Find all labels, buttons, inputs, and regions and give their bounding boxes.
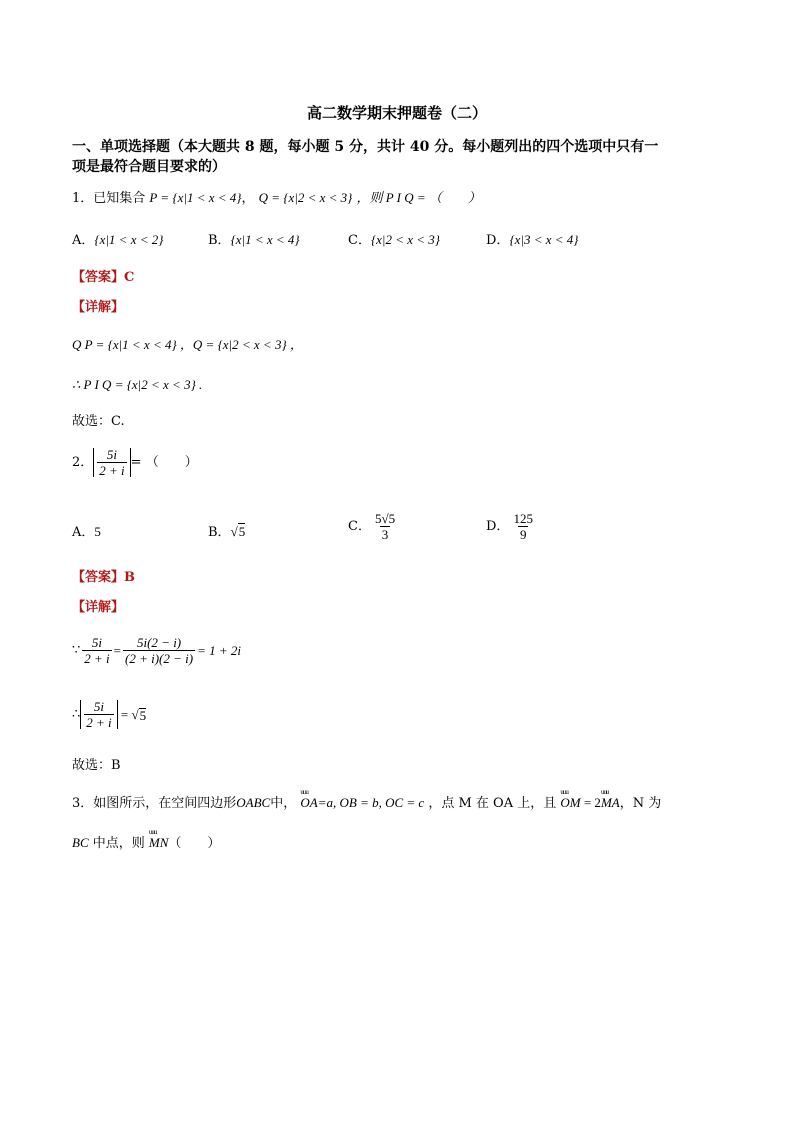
q2-solution-step2: ∴ $\frac{5i}{2 + i}$ = √ 5 [72, 699, 147, 730]
answer-value: C [124, 270, 135, 285]
conclusion-text: 故选：B [72, 758, 121, 773]
page-title: 高二数学期末押题卷（二） [306, 104, 487, 122]
q2-option-d-fraction [511, 512, 535, 541]
step1-result: = 1 + 2i [197, 643, 242, 658]
q1-option-c [348, 233, 440, 247]
q1-prefix: 1．已知集合 [72, 191, 146, 206]
fraction-numerator: 5i [93, 699, 105, 714]
answer-value: B [124, 570, 136, 585]
fraction-denominator: 2 + i [86, 715, 112, 730]
q2-option-c-fraction [373, 512, 397, 541]
q2-option-d [486, 512, 537, 541]
q1-solution-line1: Q P = {x|1 < x < 4} ，Q = {x|2 < x < 3} ， [72, 337, 303, 352]
q3-vector-mn: uuu MN [149, 836, 169, 849]
q3-quad-name: OABC [236, 795, 271, 810]
option-text: {x|3 < x < 4} [509, 232, 579, 247]
fraction-denominator: 2 + i [84, 651, 110, 666]
option-text: {x|1 < x < 4} [230, 232, 300, 247]
q2-option-c [348, 512, 399, 541]
q3-tail: （ ） [168, 836, 221, 851]
q2-answer [72, 571, 135, 584]
option-label: B． [208, 525, 231, 540]
q2-solution-step1: ∵ $\frac{5i}{2 + i}$ = $\frac{5i(2 - i)}{(2 + i)(2 - i)}$ = 1 + 2i [72, 635, 242, 666]
option-label: B． [208, 233, 231, 248]
option-label: C． [348, 233, 371, 248]
step2-result: 5 [139, 707, 147, 723]
q3-mid: 中点，则 [88, 836, 149, 851]
q2-tail: = （ ） [130, 455, 198, 470]
q1-conclusion [72, 415, 125, 428]
answer-tag: 【答案】 [72, 270, 125, 285]
q2-abs-value [93, 448, 130, 477]
step1-fraction-1 [82, 636, 111, 665]
q1-question: ，则 P I Q = （ ） [356, 190, 481, 205]
q1-detail-tag: 【详解】 [72, 300, 125, 315]
q1-answer [72, 271, 134, 284]
q1-set-p: P = {x|1 < x < 4} [149, 190, 242, 205]
q3-prefix: 3．如图所示，在空间四边形 [72, 796, 237, 811]
option-text: 5 [94, 524, 101, 539]
fraction-denominator: 2 + i [99, 463, 125, 478]
fraction-denominator: 3 [381, 527, 389, 542]
q3-bc: BC [72, 835, 89, 850]
q2-conclusion [72, 759, 121, 772]
q2-fraction [97, 448, 126, 477]
conclusion-text: 故选：C. [72, 414, 125, 429]
therefore-symbol: ∴ [72, 707, 81, 722]
option-text: {x|1 < x < 2} [94, 232, 164, 247]
fraction-numerator: 5i [91, 635, 103, 650]
section-heading-line1: 一、单项选择题（本大题共 8 题，每小题 5 分，共计 40 分。每小题列出的四个选项中只有一 [72, 139, 659, 155]
fraction-denominator: 9 [519, 527, 527, 542]
fraction-numerator: 5i(2 − i) [136, 635, 182, 650]
q3-vector-om: uuu OM [560, 796, 580, 809]
fraction-denominator: (2 + i)(2 − i) [125, 651, 194, 666]
q3-n-text: ，N 为 [619, 796, 662, 811]
q2-detail-tag: 【详解】 [72, 600, 125, 615]
fraction-numerator: 5i [106, 447, 118, 462]
q1-solution-line2: ∴ P I Q = {x|2 < x < 3} . [72, 377, 203, 392]
q2-number: 2． [72, 455, 94, 470]
q3-zhong: 中， [270, 796, 297, 811]
q2-option-a [72, 525, 101, 539]
section-heading-line2: 项是最符合题目要求的） [72, 159, 226, 175]
step2-abs-value [80, 700, 117, 729]
option-text: 5 [238, 524, 246, 539]
option-label: A． [72, 233, 95, 248]
q2-option-b: B．√5 [208, 524, 246, 540]
option-label: D． [486, 519, 510, 534]
option-label: A． [72, 525, 95, 540]
q2-stem [72, 448, 198, 477]
fraction-numerator: 125 [513, 511, 533, 526]
q3-vectors: uuu OA=a, OB = b, OC = c [300, 796, 424, 809]
option-label: C． [348, 519, 371, 534]
q1-option-d [486, 233, 579, 247]
q3-middle: ，点 M 在 OA 上，且 [428, 796, 557, 811]
q1-set-q: Q = {x|2 < x < 3} [258, 190, 353, 205]
fraction-numerator: 5√5 [374, 511, 396, 526]
because-symbol: ∵ [72, 643, 81, 658]
q1-stem: 1．已知集合 P = {x|1 < x < 4}， Q = {x|2 < x < 3} ，则 P I Q = （ ） [72, 190, 481, 206]
option-text: {x|2 < x < 3} [370, 232, 441, 247]
q3-stem-line1 [72, 796, 661, 810]
option-label: D． [486, 233, 510, 248]
answer-tag: 【答案】 [72, 570, 125, 585]
q1-option-b [208, 233, 300, 247]
q3-equals: = 2 [580, 795, 601, 810]
q1-option-a [72, 233, 163, 247]
step2-fraction [84, 700, 113, 729]
q3-stem-line2 [72, 836, 220, 850]
step1-fraction-2 [123, 636, 195, 665]
q3-vector-ma: uuu MA [601, 796, 620, 809]
